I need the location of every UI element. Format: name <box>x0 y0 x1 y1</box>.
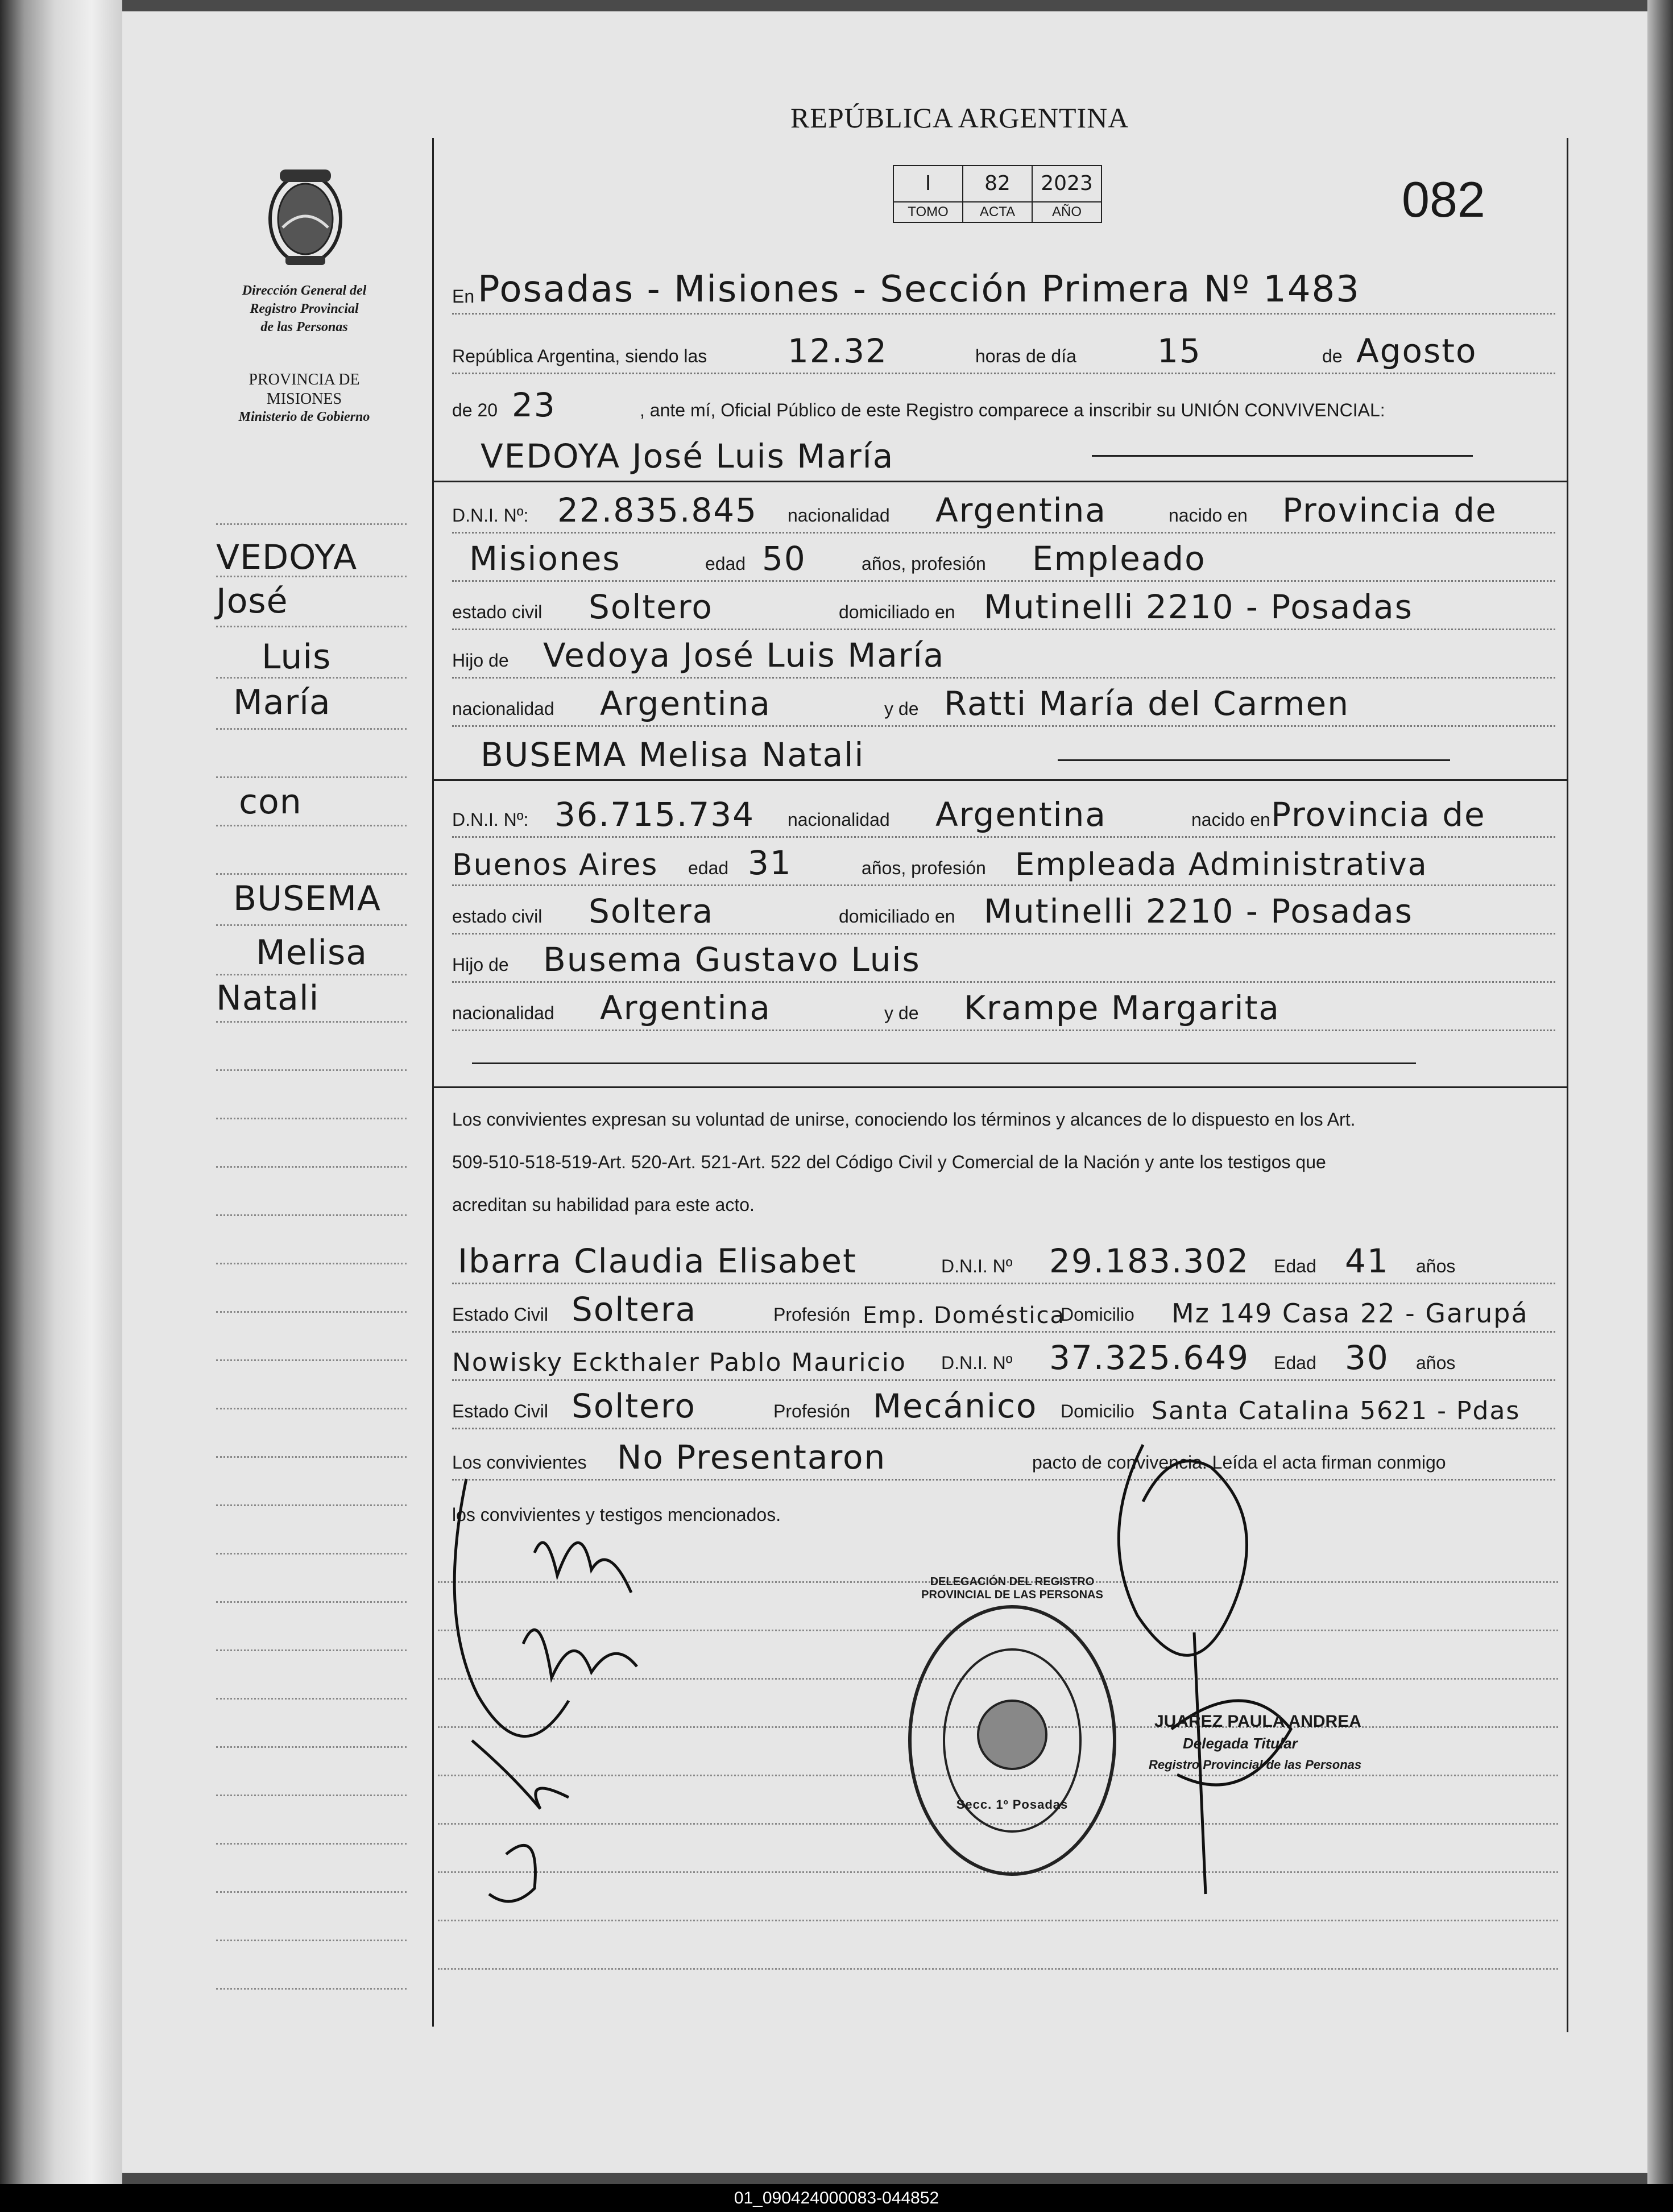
dni-label: D.N.I. Nº: <box>452 505 529 526</box>
person2-father-nationality: Argentina <box>600 989 771 1027</box>
person1-address: Mutinelli 2210 - Posadas <box>984 588 1414 626</box>
declaration-line-2: 509-510-518-519-Art. 520-Art. 521-Art. 522 del Código Civil y Comercial de la Nación y ante los testigos que <box>452 1152 1326 1172</box>
person1-civil: Soltero <box>589 588 713 626</box>
declaration-line-1: Los convivientes expresan su voluntad de unirse, conociendo los términos y alcances de lo dispuesto en los Art. <box>452 1109 1356 1130</box>
witness1-details-row <box>452 1285 1555 1333</box>
person2-dni: 36.715.734 <box>554 795 755 834</box>
person2-mother-row <box>452 984 1555 1031</box>
form-frame-right <box>1567 138 1568 2032</box>
person1-born-cont: Misiones <box>469 539 621 578</box>
margin-name: María <box>233 683 331 722</box>
dni-label: D.N.I. Nº: <box>452 809 529 830</box>
section-divider <box>432 1086 1567 1088</box>
age-label: Edad <box>1274 1353 1316 1373</box>
agency-line-1: Dirección General del <box>242 283 367 298</box>
civil-label: Estado Civil <box>452 1304 548 1325</box>
father-label: Hijo de <box>452 650 509 671</box>
person1-civil-row <box>452 583 1555 630</box>
province-line-1: PROVINCIA DE <box>249 371 360 388</box>
person1-mother-row <box>452 680 1555 727</box>
witness2-civil: Soltero <box>572 1387 696 1425</box>
stamp-text: DELEGACIÓN DEL REGISTRO PROVINCIAL DE LAS PERSONAS <box>921 1576 1103 1601</box>
book-spine <box>0 0 122 2212</box>
time-row <box>452 327 1555 374</box>
profession-label: Profesión <box>773 1304 851 1325</box>
age-label: Edad <box>1274 1256 1316 1276</box>
person1-father-nationality: Argentina <box>600 684 771 723</box>
acta-number: 082 <box>1402 171 1485 228</box>
dni-label: D.N.I. Nº <box>941 1256 1013 1276</box>
conviviente-signatures <box>444 1456 842 1922</box>
witness2-name: Nowisky Eckthaler Pablo Mauricio <box>452 1348 906 1377</box>
witness1-civil: Soltera <box>572 1290 697 1329</box>
de-label: de <box>1322 346 1343 366</box>
section-divider <box>432 779 1567 781</box>
witness2-address: Santa Catalina 5621 - Pdas <box>1152 1396 1521 1425</box>
witness2-row <box>452 1334 1555 1381</box>
witness1-profession: Emp. Doméstica <box>863 1303 1066 1329</box>
pact-rest: pacto de convivencia. Leída el acta firman conmigo <box>1032 1452 1446 1473</box>
years-label: años <box>1416 1256 1456 1276</box>
age-label: edad <box>705 553 746 574</box>
person2-father: Busema Gustavo Luis <box>543 940 921 979</box>
year-prefix: de 20 <box>452 400 498 420</box>
place-row <box>452 267 1555 315</box>
person1-father-row <box>452 631 1555 679</box>
day-value: 15 <box>1157 332 1202 370</box>
agency-line-2: Registro Provincial <box>250 301 359 316</box>
year-row <box>452 381 1555 427</box>
book-reference-box <box>893 165 1102 223</box>
address-label: Domicilio <box>1061 1304 1134 1325</box>
profession-label: Profesión <box>773 1401 851 1421</box>
official-title: Delegada Titular <box>1183 1735 1298 1752</box>
horas-label: horas de día <box>975 346 1076 366</box>
declaration-line-3: acreditan su habilidad para este acto. <box>452 1194 755 1215</box>
time-value: 12.32 <box>788 332 888 370</box>
person2-civil: Soltera <box>589 892 714 931</box>
person1-dni-row <box>452 486 1555 534</box>
person2-father-row <box>452 936 1555 983</box>
month-value: Agosto <box>1356 332 1477 370</box>
country-title: REPÚBLICA ARGENTINA <box>790 102 1129 134</box>
person1-dni: 22.835.845 <box>557 491 758 530</box>
provincial-crest-icon <box>263 165 348 267</box>
nationality-label: nacionalidad <box>788 505 890 526</box>
margin-name: BUSEMA <box>233 879 381 919</box>
person1-nationality: Argentina <box>935 491 1107 530</box>
person1-father: Vedoya José Luis María <box>543 636 945 675</box>
person2-age: 31 <box>748 844 792 882</box>
person2-born: Provincia de <box>1271 795 1486 834</box>
ano-label: AÑO <box>1051 204 1082 220</box>
witness2-age: 30 <box>1345 1338 1389 1377</box>
person2-profession: Empleada Administrativa <box>1015 846 1428 882</box>
person1-name: VEDOYA José Luis María <box>481 437 895 476</box>
province-line-2: MISIONES <box>266 390 342 408</box>
year-suffix: 23 <box>512 386 556 424</box>
years-label: años <box>1416 1353 1456 1373</box>
mother-label: y de <box>884 698 919 719</box>
margin-name: José <box>216 581 288 621</box>
scan-identifier: 01_090424000083-044852 <box>0 2184 1673 2212</box>
person2-address: Mutinelli 2210 - Posadas <box>984 892 1414 931</box>
form-frame-left <box>432 138 434 2027</box>
born-label: nacido en <box>1169 505 1248 526</box>
place-value: Posadas - Misiones - Sección Primera Nº 1483 <box>478 268 1360 311</box>
person2-nationality: Argentina <box>935 795 1107 834</box>
acta-value: 82 <box>963 166 1032 202</box>
person2-name: BUSEMA Melisa Natali <box>481 735 865 774</box>
tomo-label: TOMO <box>908 204 949 220</box>
witness1-address: Mz 149 Casa 22 - Garupá <box>1171 1298 1529 1329</box>
person1-age: 50 <box>762 539 806 578</box>
registry-stamp-icon <box>898 1593 1126 1888</box>
ministry-label: Ministerio de Gobierno <box>238 410 370 424</box>
age-label: edad <box>688 858 729 878</box>
person2-mother: Krampe Margarita <box>964 989 1280 1027</box>
person1-mother: Ratti María del Carmen <box>944 684 1349 723</box>
en-label: En <box>452 286 475 307</box>
father-label: Hijo de <box>452 954 509 975</box>
profession-label: años, profesión <box>862 858 986 878</box>
pact-value: No Presentaron <box>617 1438 887 1477</box>
margin-name: Melisa <box>256 933 368 973</box>
born-label: nacido en <box>1191 809 1270 830</box>
father-nationality-label: nacionalidad <box>452 698 554 719</box>
witness1-name: Ibarra Claudia Elisabet <box>458 1242 857 1280</box>
comparece-statement: , ante mí, Oficial Público de este Registro comparece a inscribir su UNIÓN CONVIVENCIAL: <box>640 400 1385 420</box>
nationality-label: nacionalidad <box>788 809 890 830</box>
person2-civil-row <box>452 887 1555 935</box>
person1-born: Provincia de <box>1282 491 1497 530</box>
civil-label: estado civil <box>452 602 543 622</box>
witness1-age: 41 <box>1345 1242 1389 1280</box>
agency-line-3: de las Personas <box>260 320 348 334</box>
margin-name: Luis <box>262 637 332 677</box>
pact-closing: los convivientes y testigos mencionados. <box>452 1504 781 1525</box>
official-name: JUAREZ PAULA ANDREA <box>1154 1712 1361 1731</box>
ano-value: 2023 <box>1033 166 1101 202</box>
tomo-value: I <box>894 166 962 202</box>
person2-age-row <box>452 839 1555 886</box>
margin-name: VEDOYA <box>216 538 358 577</box>
witness2-details-row <box>452 1382 1555 1429</box>
witness2-dni: 37.325.649 <box>1049 1338 1250 1377</box>
address-label: Domicilio <box>1061 1401 1134 1421</box>
address-label: domiciliado en <box>839 602 955 622</box>
dni-label: D.N.I. Nº <box>941 1353 1013 1373</box>
mother-label: y de <box>884 1003 919 1023</box>
section-divider <box>432 481 1567 482</box>
acta-label: ACTA <box>979 204 1016 220</box>
person1-age-row <box>452 535 1555 582</box>
witness1-dni: 29.183.302 <box>1049 1242 1250 1280</box>
person2-heading <box>452 731 1555 776</box>
address-label: domiciliado en <box>839 906 955 927</box>
witness2-profession: Mecánico <box>873 1387 1038 1425</box>
republic-label: República Argentina, siendo las <box>452 346 707 366</box>
civil-label: Estado Civil <box>452 1401 548 1421</box>
person1-profession: Empleado <box>1032 539 1206 578</box>
civil-label: estado civil <box>452 906 543 927</box>
profession-label: años, profesión <box>862 553 986 574</box>
page-edge <box>1647 0 1673 2212</box>
father-nationality-label: nacionalidad <box>452 1003 554 1023</box>
official-organization: Registro Provincial de las Personas <box>1149 1758 1362 1772</box>
person2-born-cont: Buenos Aires <box>452 848 659 882</box>
person2-dni-row <box>452 791 1555 838</box>
margin-name: con <box>239 782 302 822</box>
witness1-row <box>452 1237 1555 1284</box>
pact-lead: Los convivientes <box>452 1452 587 1473</box>
margin-name: Natali <box>216 978 320 1018</box>
stamp-inner-text: Secc. 1º Posadas <box>956 1797 1069 1812</box>
official-signature <box>1109 1433 1348 1911</box>
